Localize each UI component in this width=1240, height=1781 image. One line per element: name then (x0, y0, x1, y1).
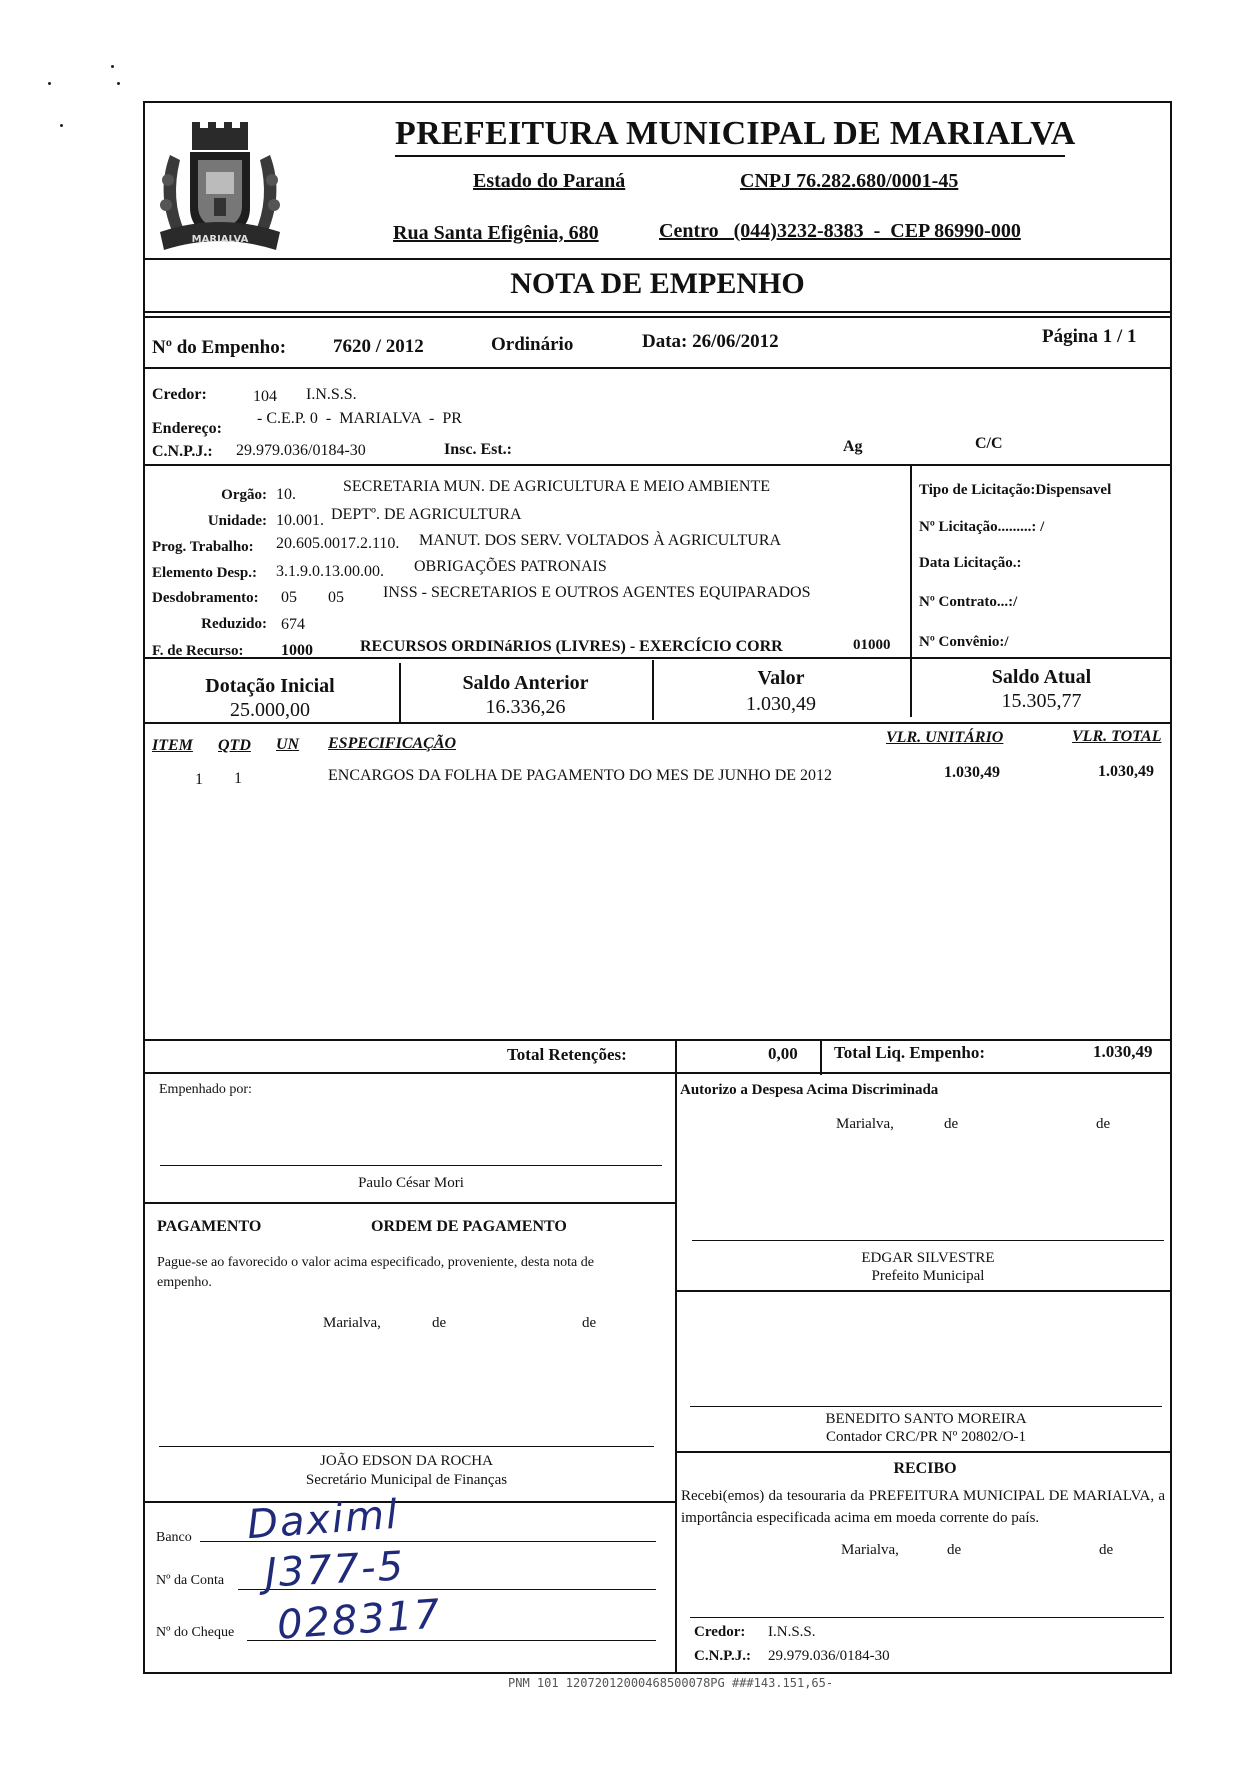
cheque-handwritten: 028317 (275, 1591, 444, 1649)
divider (143, 1039, 1172, 1041)
credor-code: 104 (253, 388, 277, 405)
signature-line (160, 1165, 662, 1166)
signature-line (159, 1446, 654, 1447)
header-cnpj: CNPJ 76.282.680/0001-45 (740, 170, 959, 192)
pagamento-city: Marialva, (323, 1315, 381, 1331)
divider (675, 1451, 1172, 1453)
unidade-name: DEPTº. DE AGRICULTURA (331, 506, 522, 523)
recibo-cnpj-label: C.N.P.J.: (694, 1648, 751, 1664)
elemento-code: 3.1.9.0.13.00.00. (276, 563, 384, 580)
empenhado-name: Paulo César Mori (358, 1175, 464, 1191)
divider (399, 663, 401, 723)
total-price-column-header: VLR. TOTAL (1072, 728, 1162, 745)
recibo-credor-label: Credor: (694, 1624, 746, 1640)
divider (143, 1202, 675, 1204)
reduzido-label: Reduzido: (201, 616, 267, 632)
speck (111, 65, 114, 68)
desdobramento-label: Desdobramento: (152, 590, 259, 606)
divider (143, 464, 1172, 466)
numero-contrato: Nº Contrato...:/ (919, 594, 1018, 610)
credor-label: Credor: (152, 386, 207, 403)
item-row-unit-price: 1.030,49 (944, 764, 1000, 781)
orgao-name: SECRETARIA MUN. DE AGRICULTURA E MEIO AMBIENTE (343, 478, 771, 495)
header-address: Rua Santa Efigênia, 680 (393, 222, 599, 244)
autorizo-city: Marialva, (836, 1116, 894, 1132)
empenho-number: 7620 / 2012 (333, 336, 424, 357)
divider (675, 1039, 677, 1075)
prog-trabalho-code: 20.605.0017.2.110. (276, 535, 400, 552)
recibo-city: Marialva, (841, 1542, 899, 1558)
divider (143, 316, 1172, 318)
spec-column-header: ESPECIFICAÇÃO (328, 735, 457, 752)
accountant-role: Contador CRC/PR Nº 20802/O-1 (825, 1429, 1027, 1445)
elemento-label: Elemento Desp.: (152, 565, 257, 581)
autorizo-de-1: de (944, 1116, 959, 1132)
speck (48, 82, 51, 85)
valor-label: Valor (757, 667, 805, 689)
signature-line (692, 1240, 1164, 1241)
speck (60, 124, 63, 127)
cheque-label: Nº do Cheque (156, 1625, 235, 1640)
item-column-header: ITEM (152, 737, 193, 754)
retencoes-value: 0,00 (768, 1044, 798, 1063)
divider (143, 258, 1172, 260)
prog-trabalho-name: MANUT. DOS SERV. VOLTADOS À AGRICULTURA (419, 532, 782, 549)
page-number: Página 1 / 1 (1042, 326, 1137, 347)
item-row-total-price: 1.030,49 (1098, 763, 1154, 780)
insc-est-label: Insc. Est.: (444, 441, 513, 458)
divider (820, 1039, 822, 1075)
accountant-name: BENEDITO SANTO MOREIRA (825, 1411, 1027, 1427)
autorizo-de-2: de (1096, 1116, 1111, 1132)
recurso-reference: 01000 (853, 637, 891, 653)
unit-price-column-header: VLR. UNITÁRIO (886, 729, 1004, 746)
recibo-title: RECIBO (893, 1460, 957, 1477)
tipo-licitacao: Tipo de Licitação:Dispensavel (919, 482, 1112, 498)
divider (675, 1290, 1172, 1292)
crest-ribbon-text: MARIALVA (191, 234, 249, 245)
credor-address: - C.E.P. 0 - MARIALVA - PR (257, 410, 462, 427)
credor-cnpj-label: C.N.P.J.: (152, 443, 213, 460)
conta-label: Nº da Conta (156, 1573, 225, 1588)
item-row-spec: ENCARGOS DA FOLHA DE PAGAMENTO DO MES DE JUNHO DE 2012 (328, 767, 833, 784)
liquido-label: Total Liq. Empenho: (834, 1043, 985, 1062)
orgao-code: 10. (276, 486, 296, 503)
footer-authentication-code: PNM 101 12072012000468500078PG ###143.151,65- (508, 1676, 834, 1690)
dotacao-label: Dotação Inicial (205, 675, 335, 697)
account-label: C/C (975, 435, 1003, 452)
un-column-header: UN (276, 736, 300, 753)
saldo-atual-value: 15.305,77 (1001, 690, 1082, 712)
pagamento-label: PAGAMENTO (157, 1218, 262, 1235)
recibo-de-1: de (947, 1542, 962, 1558)
empenho-label: Nº do Empenho: (152, 337, 287, 358)
orgao-label: Orgão: (221, 487, 267, 503)
municipality-title: PREFEITURA MUNICIPAL DE MARIALVA (395, 115, 1076, 152)
saldo-atual-label: Saldo Atual (991, 666, 1092, 688)
header-address-contact: Centro (044)3232-8383 - CEP 86990-000 (659, 220, 1021, 242)
divider (143, 311, 1172, 313)
state-name: Estado do Paraná (473, 170, 626, 192)
conta-handwritten: J377-5 (263, 1543, 407, 1597)
document-title: NOTA DE EMPENHO (510, 267, 805, 300)
divider (652, 660, 654, 720)
numero-convenio: Nº Convênio:/ (919, 634, 1009, 650)
credor-cnpj: 29.979.036/0184-30 (236, 442, 366, 459)
recurso-name: RECURSOS ORDINáRIOS (LIVRES) - EXERCÍCIO CORR (360, 638, 783, 655)
speck (117, 82, 120, 85)
reduzido-value: 674 (281, 616, 305, 633)
numero-licitacao: Nº Licitação.........: / (919, 519, 1045, 535)
item-row-item: 1 (195, 771, 203, 788)
liquido-value: 1.030,49 (1093, 1042, 1153, 1061)
saldo-anterior-value: 16.336,26 (485, 696, 566, 718)
signature-line (690, 1406, 1162, 1407)
item-row-qtd: 1 (234, 770, 242, 787)
municipal-crest-icon (150, 120, 290, 270)
autorizo-label: Autorizo a Despesa Acima Discriminada (680, 1082, 939, 1098)
saldo-anterior-label: Saldo Anterior (462, 672, 589, 694)
mayor-name: EDGAR SILVESTRE (861, 1250, 995, 1266)
finance-secretary-role: Secretário Municipal de Finanças (305, 1472, 508, 1488)
unidade-code: 10.001. (276, 512, 324, 529)
banco-handwritten: Daximl (245, 1491, 401, 1549)
empenho-type: Ordinário (491, 334, 574, 355)
recibo-credor-name: I.N.S.S. (768, 1624, 816, 1640)
endereco-label: Endereço: (152, 420, 222, 437)
valor-value: 1.030,49 (746, 693, 816, 715)
elemento-name: OBRIGAÇÕES PATRONAIS (414, 558, 607, 575)
divider (910, 464, 912, 657)
pagamento-text: Pague-se ao favorecido o valor acima especificado, proveniente, desta nota de empenho. (157, 1255, 594, 1290)
prog-trabalho-label: Prog. Trabalho: (152, 539, 254, 555)
desdobramento-code-2: 05 (328, 589, 344, 606)
agency-label: Ag (843, 438, 863, 455)
pagamento-de-2: de (582, 1315, 597, 1331)
credor-name: I.N.S.S. (306, 386, 357, 403)
divider (143, 367, 1172, 369)
unidade-label: Unidade: (207, 513, 267, 529)
finance-secretary-name: JOÃO EDSON DA ROCHA (320, 1453, 493, 1469)
signature-line (690, 1617, 1164, 1618)
desdobramento-code-1: 05 (281, 589, 297, 606)
qtd-column-header: QTD (218, 737, 251, 754)
divider (675, 1072, 677, 1674)
retencoes-label: Total Retenções: (507, 1045, 627, 1064)
desdobramento-name: INSS - SECRETARIOS E OUTROS AGENTES EQUIPARADOS (383, 584, 811, 601)
recibo-cnpj: 29.979.036/0184-30 (768, 1648, 890, 1664)
recurso-label: F. de Recurso: (152, 643, 244, 659)
divider (143, 1072, 1172, 1074)
mayor-role: Prefeito Municipal (871, 1268, 985, 1284)
empenhado-label: Empenhado por: (159, 1082, 252, 1097)
divider (143, 1501, 675, 1503)
title-underline (395, 155, 1065, 157)
ordem-pagamento-label: ORDEM DE PAGAMENTO (371, 1218, 567, 1235)
recurso-code: 1000 (281, 642, 313, 659)
divider (143, 722, 1172, 724)
banco-label: Banco (156, 1530, 192, 1545)
recibo-de-2: de (1099, 1542, 1114, 1558)
divider (143, 657, 1172, 659)
dotacao-value: 25.000,00 (230, 699, 310, 721)
pagamento-de-1: de (432, 1315, 447, 1331)
data-licitacao: Data Licitação.: (919, 555, 1022, 571)
recibo-text: Recebi(emos) da tesouraria da PREFEITURA MUNICIPAL DE MARIALVA, a importância especificada acima em moeda corrente do país. (681, 1488, 1165, 1526)
divider (910, 657, 912, 717)
empenho-date: Data: 26/06/2012 (642, 331, 779, 352)
